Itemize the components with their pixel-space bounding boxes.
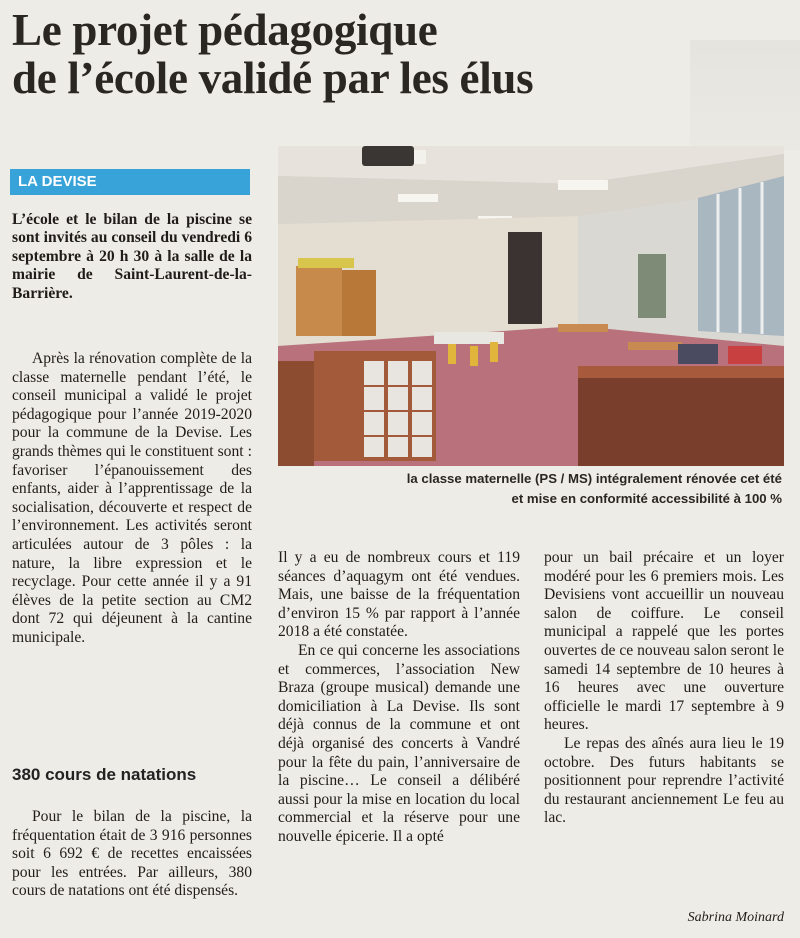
body-paragraph: Après la rénovation complète de la classe maternelle pendant l’été, le conseil municipal a validé le projet pédagogique pour l’année 2019-2020 pour la commune de la Devise. Les grands thèmes qui le constituent sont : favoriser l’épanouissement des enfants, aider à l’apprentissage de la socialisation, découverte et respect de l’environnement. Les activités seront articulées autour de 3 pôles : la nature, la libre expression et le recyclage. Pour cette année il y a 91 élèves de la petite section au CM2 dont 72 qui déjeunent à la cantine municipale. (12, 350, 252, 646)
photo-caption (278, 469, 782, 509)
bleed-through-area (690, 40, 800, 150)
author-signature: Sabrina Moinard (687, 910, 784, 925)
headline (12, 6, 672, 102)
section-subhead: 380 cours de natations (12, 765, 197, 784)
caption-line-2: et mise en conformité accessibilité à 100 % (511, 491, 782, 506)
headline-line-1: Le projet pédagogique (12, 5, 438, 55)
column-3-body (544, 549, 784, 828)
caption-line-1: la classe maternelle (PS / MS) intégralement rénovée cet été (406, 471, 782, 486)
body-paragraph: Il y a eu de nombreux cours et 119 séances d’aquagym ont été vendues. Mais, une baisse de la fréquentation d’environ 15 % par rapport à l’année 2018 a été constatée. (278, 549, 520, 641)
body-paragraph: Le repas des aînés aura lieu le 19 octobre. Des futurs habitants se positionnent pour reprendre l’activité du restaurant anciennement Le feu au lac. (544, 734, 784, 827)
headline-line-2: de l’école validé par les élus (12, 53, 534, 103)
body-paragraph: En ce qui concerne les associations et commerces, l’association New Braza (groupe musical) demande une domiciliation à La Devise. Ils sont déjà connus de la commune et ont déjà organisé des concerts à Vandré pour la fête du pain, l’anniversaire de la piscine… Le conseil a délibéré aussi pour la mise en location du local commercial et la réserve pour une nouvelle épicerie. Il a opté (278, 641, 520, 845)
classroom-photo (278, 146, 784, 466)
classroom-illustration (278, 146, 784, 466)
lead-paragraph: L’école et le bilan de la piscine se sont invités au conseil du vendredi 6 septembre à 20 h 30 à la salle de la mairie de Saint-Laurent-de-la-Barrière. (12, 211, 252, 302)
location-rubric: LA DEVISE (10, 169, 250, 195)
body-paragraph: Pour le bilan de la piscine, la fréquentation était de 3 916 personnes soit 6 692 € de recettes encaissées pour les entrées. Par ailleurs, 380 cours de natations ont été dispensés. (12, 808, 252, 900)
column-1-body (12, 350, 252, 648)
body-paragraph: pour un bail précaire et un loyer modéré pour les 6 premiers mois. Les Devisiens vont accueillir un nouveau salon de coiffure. Le conseil municipal a rappelé que les portes ouvertes de ce nouveau salon seront le samedi 14 septembre de 10 heures à 16 heures avec une ouverture officielle le mardi 17 septembre à 9 heures. (544, 549, 784, 734)
column-2-body (278, 549, 520, 847)
column-1-swimming-body (12, 808, 252, 901)
